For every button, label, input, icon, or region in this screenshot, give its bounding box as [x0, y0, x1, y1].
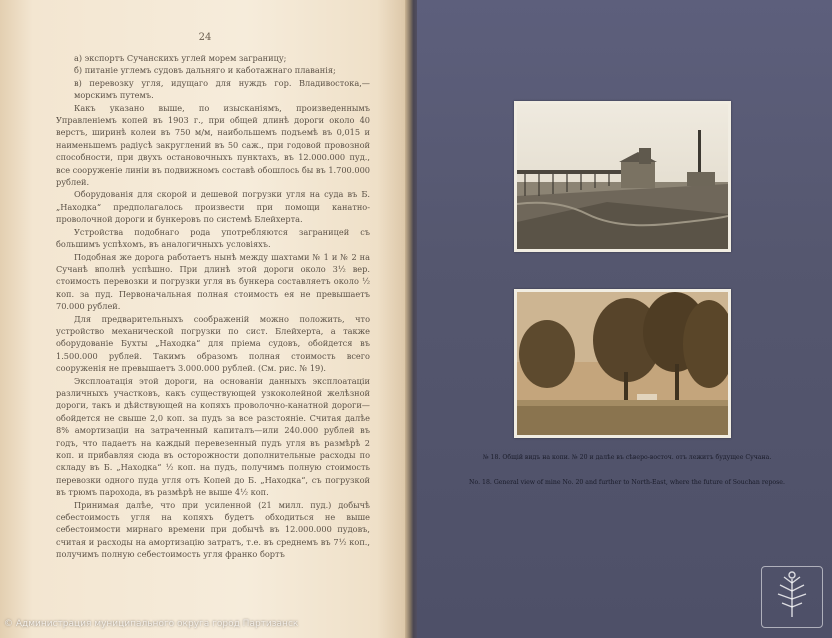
right-page — [417, 0, 832, 638]
copyright-watermark: © Администрация муниципального округа город Партизанск — [4, 619, 299, 629]
text-block — [56, 52, 370, 561]
caption-english: No. 18. General view of mine No. 20 and further to North-East, where the future of Souchan repose. — [469, 479, 785, 486]
left-page — [0, 0, 410, 638]
caption-russian: № 18. Общій видъ на копи. № 20 и далѣе въ сѣверо-восточ. отъ лежитъ будущее Сучана. — [482, 454, 772, 461]
paragraph: Оборудованія для скорой и дешевой погрузки угля на суда въ Б. „Находка“ предполагалось произвести при помощи канатно-проволочной дороги и бункеровъ по системѣ Блейхерта. — [56, 189, 370, 225]
city-emblem-logo — [761, 566, 823, 628]
list-item-c: в) перевозку угля, идущаго для нуждъ гор. Владивостока,— морскимъ путемъ. — [74, 77, 370, 101]
list-item-b: б) питаніе углемъ судовъ дальняго и каботажнаго плаванія; — [74, 65, 336, 76]
paragraph: Принимая далѣе, что при усиленной (21 милл. пуд.) добычѣ себестоимость угля на копяхъ будетъ обходиться не выше себестоимости мирнаго времени при добычѣ въ 12.000.000 пудовъ, считая и расходы на амортизацію затратъ, т.е. въ среднемъ въ 7½ коп., получимъ полную себестоимость угля франко бортъ — [56, 499, 370, 560]
paragraph: Эксплоатація этой дороги, на основаніи данныхъ эксплоатаціи различныхъ участковъ, какъ существующей узкоколейной желѣзной дороги, такъ и дѣйствующей на копяхъ проволочно-канатной дороги—обойдется не свыше 2,0 коп. за пудъ за все разстояніе. Считая далѣе 8% амортизаціи на затраченный капиталъ—или 240.000 рублей въ годъ, что падаетъ на каждый перевезенный пудъ угля въ размѣрѣ 2 коп. и прибавляя сюда въ осторожности дополнительные расходы по складу въ Б. „Находка“ ½ коп. на пудъ, получимъ полную стоимость перевозки одного пуда угля отъ Копей до Б. „Находка“, съ погрузкой въ трюмъ парохода, въ размѣрѣ не выше 4½ коп. — [56, 375, 370, 498]
photo-forest-site — [514, 289, 731, 438]
paragraph: Устройства подобнаго рода употребляются заграницей съ большимъ успѣхомъ, въ аналогичныхъ условіяхъ. — [56, 226, 370, 250]
paragraph: Для предварительныхъ соображеній можно положить, что устройство механической погрузки по сист. Блейхерта, а также оборудованіе Бухты „Находка“ для пріема судовъ, обойдется въ 1.500.000 рублей. Такимъ образомъ полная стоимость всего сооруженія не превышаетъ 3.000.000 рублей. (Cм. рис. № 19). — [56, 313, 370, 374]
paragraph: Подобная же дорога работаетъ нынѣ между шахтами № 1 и № 2 на Сучанѣ вполнѣ успѣшно. При длинѣ этой дороги около 3½ вер. стоимость перевозки и погрузки угля въ бункера составляетъ около ½ коп. за пуд. Первоначальная полная стоимость ея не превышаетъ 70.000 рублей. — [56, 251, 370, 312]
page-number: 24 — [198, 32, 212, 43]
paragraph: Какъ указано выше, по изысканіямъ, произведеннымъ Управленіемъ копей въ 1903 г., при общей длинѣ дороги около 40 верстъ, ширинѣ колеи въ 750 м/м, наибольшемъ подъемѣ въ 0,015 и наименьшемъ радіусѣ закруглений въ 50 саж., при годовой провозной способности, при двухъ остановочныхъ пунктахъ, въ 12.000.000 пуд., все сооруженіе линіи въ подвижномъ составѣ обошлось бы въ 1.700.000 рублей. — [56, 102, 370, 188]
photo-mine-buildings — [514, 101, 731, 252]
list-item-a: а) экспортъ Сучанскихъ углей морем заграницу; — [74, 53, 287, 63]
